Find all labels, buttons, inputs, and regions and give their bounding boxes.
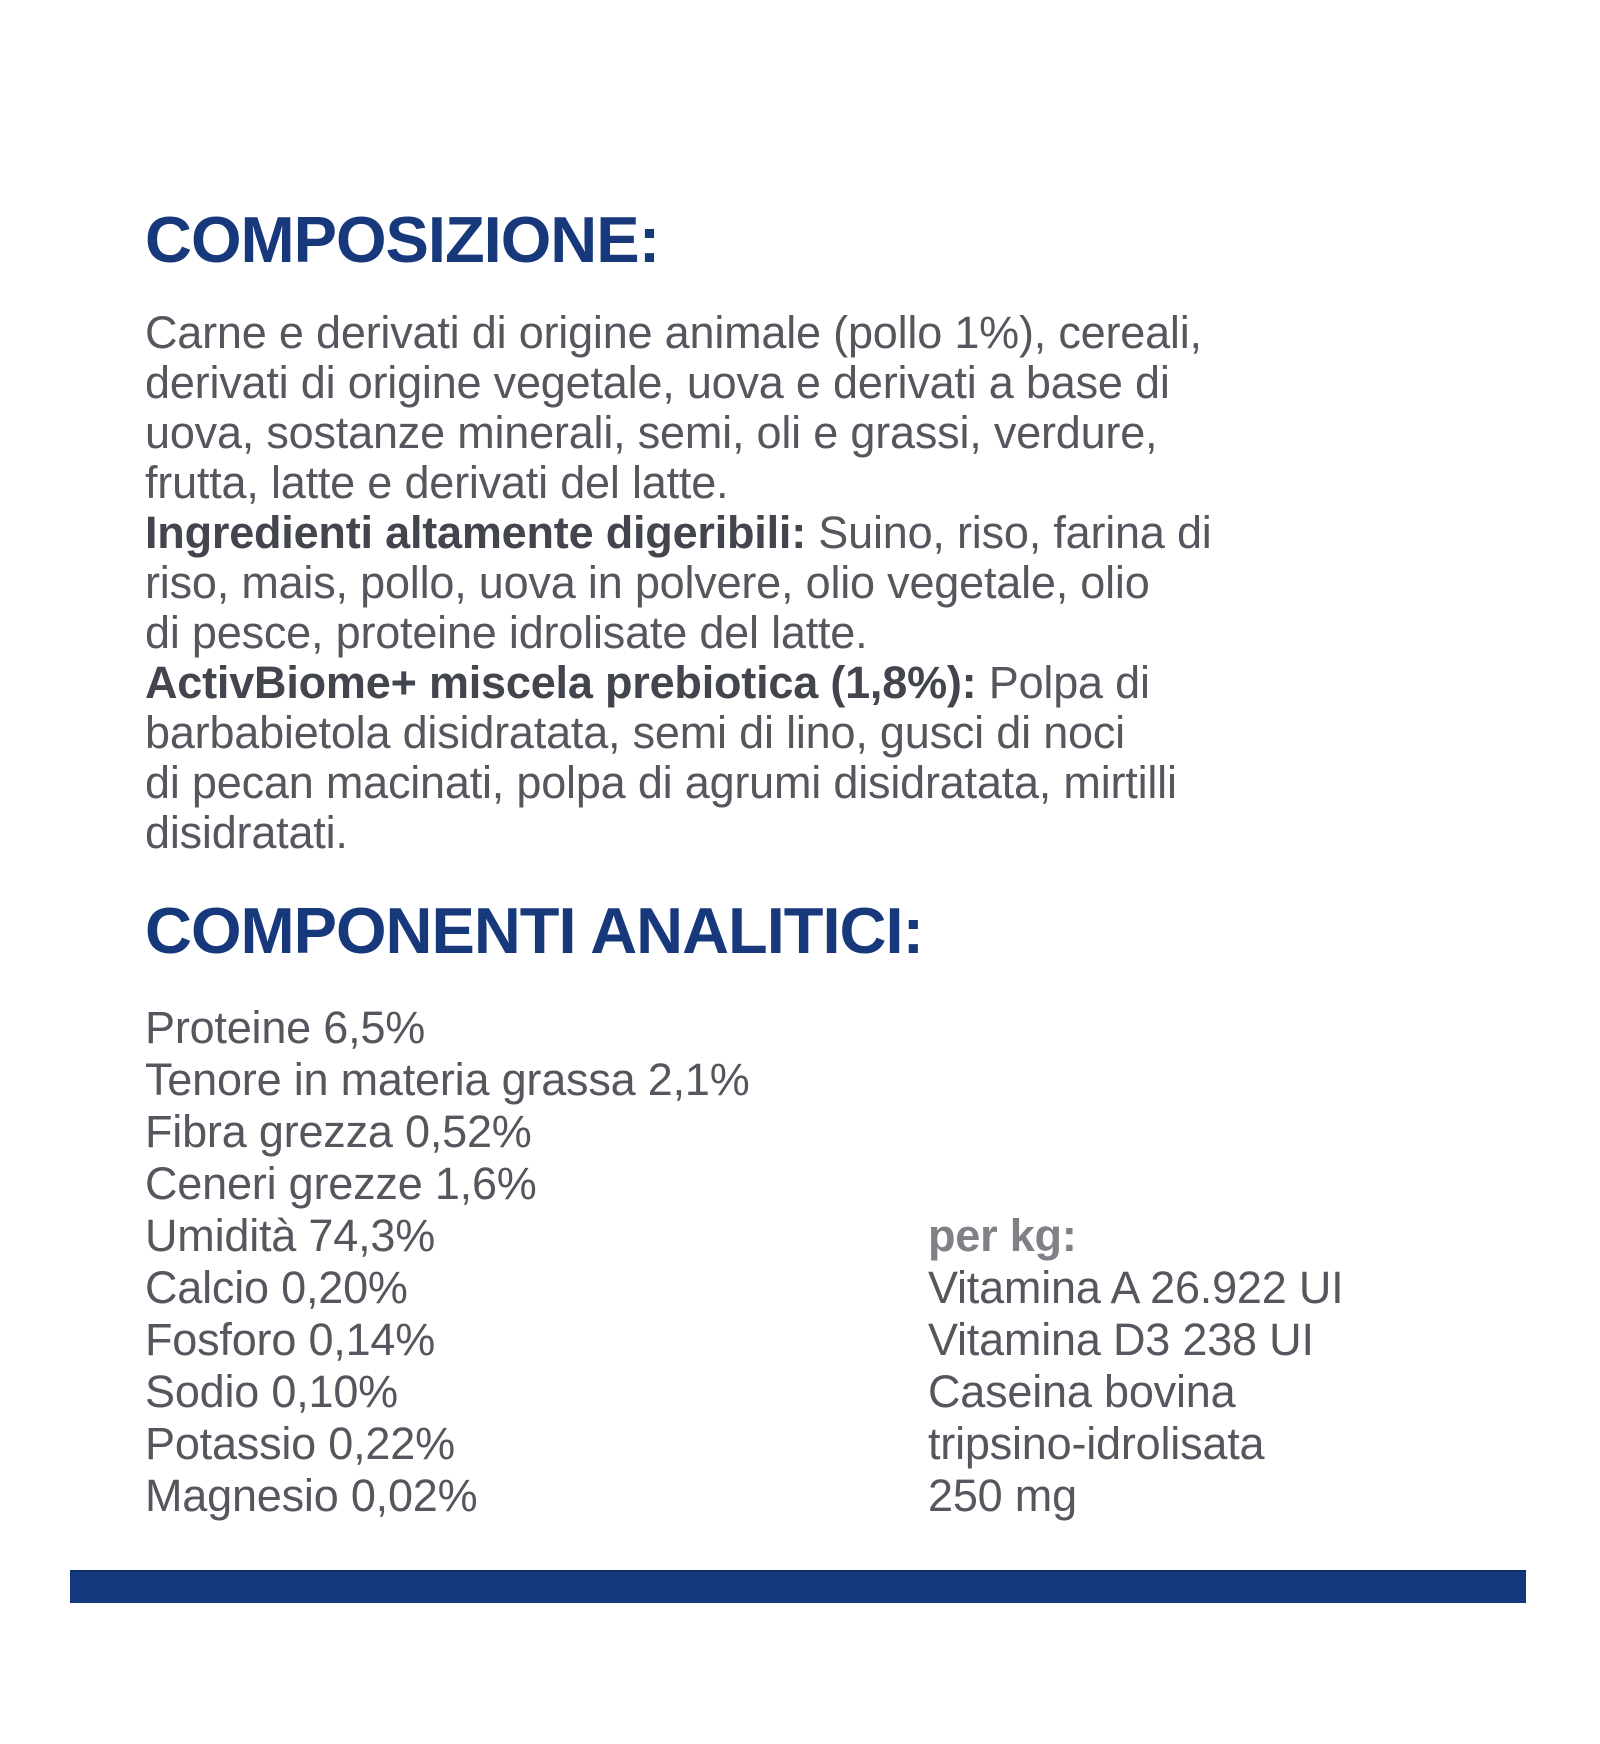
composition-line bbox=[145, 358, 1212, 408]
composition-line bbox=[145, 758, 1212, 808]
ingredient-text: frutta, latte e derivati del latte. bbox=[145, 457, 729, 508]
per-kg-line: 250 mg bbox=[928, 1470, 1077, 1521]
analytics-heading: COMPONENTI ANALITICI: bbox=[145, 894, 924, 967]
composition-heading: COMPOSIZIONE: bbox=[145, 203, 660, 276]
composition-line bbox=[145, 458, 1212, 508]
ingredient-text: disidratati. bbox=[145, 807, 348, 858]
ingredient-text: derivati di origine vegetale, uova e derivati a base di bbox=[145, 357, 1170, 408]
ingredient-text: Suino, riso, farina di bbox=[806, 507, 1212, 558]
per-kg-label: per kg: bbox=[928, 1210, 1077, 1261]
nutrient-line: Potassio 0,22% bbox=[145, 1418, 455, 1469]
ingredient-text: uova, sostanze minerali, semi, oli e grassi, verdure, bbox=[145, 407, 1158, 458]
composition-line bbox=[145, 658, 1212, 708]
nutrient-line: Magnesio 0,02% bbox=[145, 1470, 478, 1521]
composition-text-block bbox=[145, 308, 1212, 858]
divider-bar bbox=[70, 1570, 1526, 1603]
per-kg-line: tripsino-idrolisata bbox=[928, 1418, 1265, 1469]
nutrient-line: Proteine 6,5% bbox=[145, 1002, 426, 1053]
nutrient-line: Tenore in materia grassa 2,1% bbox=[145, 1054, 750, 1105]
per-kg-line: Vitamina D3 238 UI bbox=[928, 1314, 1314, 1365]
ingredient-group-label: Ingredienti altamente digeribili: bbox=[145, 507, 806, 558]
nutrient-line: Fibra grezza 0,52% bbox=[145, 1106, 532, 1157]
ingredient-text: Carne e derivati di origine animale (pollo 1%), cereali, bbox=[145, 307, 1202, 358]
composition-line bbox=[145, 708, 1212, 758]
composition-line bbox=[145, 808, 1212, 858]
ingredient-text: riso, mais, pollo, uova in polvere, olio vegetale, olio bbox=[145, 557, 1150, 608]
composition-line bbox=[145, 308, 1212, 358]
nutrient-list bbox=[145, 1002, 750, 1522]
composition-line bbox=[145, 408, 1212, 458]
per-kg-line: Caseina bovina bbox=[928, 1366, 1236, 1417]
composition-line bbox=[145, 508, 1212, 558]
nutrient-line: Ceneri grezze 1,6% bbox=[145, 1158, 537, 1209]
nutrient-line: Sodio 0,10% bbox=[145, 1366, 398, 1417]
composition-line bbox=[145, 558, 1212, 608]
ingredient-text: Polpa di bbox=[976, 657, 1150, 708]
nutrient-line: Calcio 0,20% bbox=[145, 1262, 408, 1313]
per-kg-line: Vitamina A 26.922 UI bbox=[928, 1262, 1344, 1313]
ingredient-text: di pesce, proteine idrolisate del latte. bbox=[145, 607, 868, 658]
ingredient-text: di pecan macinati, polpa di agrumi disidratata, mirtilli bbox=[145, 757, 1177, 808]
per-kg-list bbox=[928, 1210, 1343, 1522]
ingredient-text: barbabietola disidratata, semi di lino, gusci di noci bbox=[145, 707, 1125, 758]
ingredient-group-label: ActivBiome+ miscela prebiotica (1,8%): bbox=[145, 657, 977, 708]
composition-line bbox=[145, 608, 1212, 658]
nutrient-line: Umidità 74,3% bbox=[145, 1210, 436, 1261]
nutrient-line: Fosforo 0,14% bbox=[145, 1314, 436, 1365]
